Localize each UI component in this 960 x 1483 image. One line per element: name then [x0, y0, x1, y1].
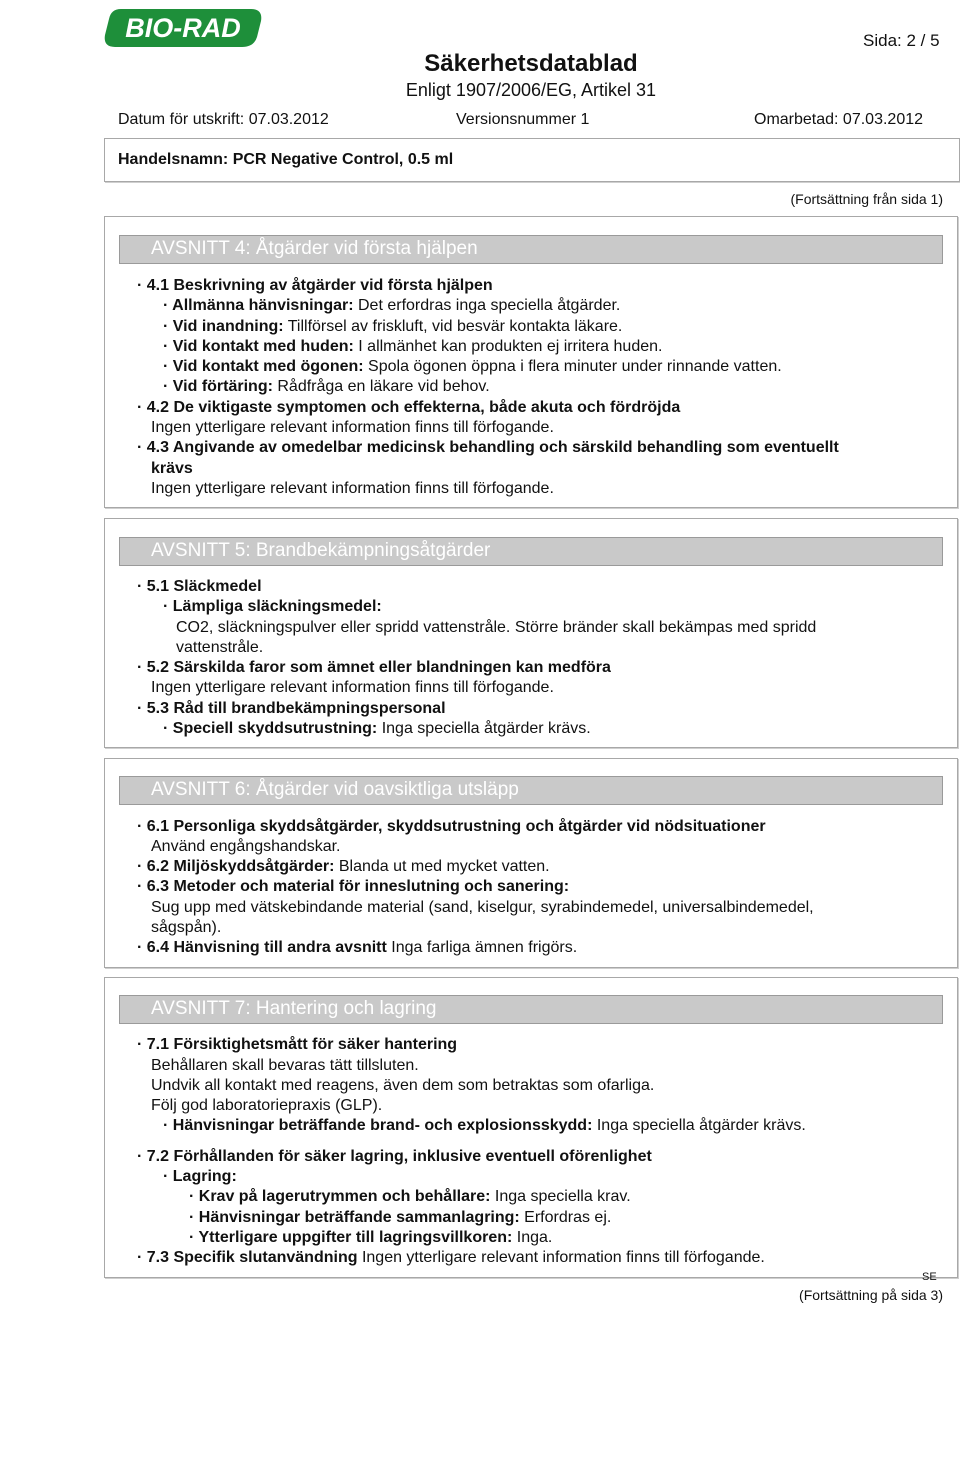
s7-conditions-label: · Ytterligare uppgifter till lagringsvillkoren: [189, 1229, 513, 1246]
s7-7-1-text-1: Behållaren skall bevaras tätt tillsluten. [151, 1057, 419, 1074]
section-5 [104, 518, 958, 748]
section-4 [104, 216, 958, 508]
s5-equipment-text: Inga speciella åtgärder krävs. [377, 720, 591, 737]
s6-6-3-text-cont: sågspån). [151, 919, 222, 936]
s4-heading-4-3: · 4.3 Angivande av omedelbar medicinsk behandling och särskild behandling som eventuellt [137, 439, 839, 456]
s5-heading-5-2: · 5.2 Särskilda faror som ämnet eller blandningen kan medföra [137, 659, 611, 676]
s5-suitable-label: · Lämpliga släckningsmedel: [163, 598, 382, 615]
s7-7-1-text-2: Undvik all kontakt med reagens, även dem som betraktas som ofarliga. [151, 1077, 655, 1094]
s6-heading-6-3: · 6.3 Metoder och material för inneslutning och sanering: [137, 878, 570, 895]
section-7-header [119, 995, 943, 1024]
trade-name: Handelsnamn: PCR Negative Control, 0.5 ml [118, 151, 454, 168]
s6-heading-6-4: · 6.4 Hänvisning till andra avsnitt [137, 939, 387, 956]
page-number: Sida: 2 / 5 [863, 31, 940, 50]
s7-costorage-label: · Hänvisningar beträffande sammanlagring: [189, 1209, 520, 1226]
s6-6-3-text: Sug upp med vätskebindande material (sand, kiselgur, syrabindemedel, universalbindemedel, [151, 899, 814, 916]
s7-fire-text: Inga speciella åtgärder krävs. [592, 1117, 806, 1134]
s7-storeroom-label: · Krav på lagerutrymmen och behållare: [189, 1188, 491, 1205]
s4-ingestion-label: · Vid förtäring: [163, 378, 273, 395]
continued-from-note: (Fortsättning från sida 1) [790, 191, 943, 207]
s4-4-3-text: Ingen ytterligare relevant information finns till förfogande. [151, 480, 554, 497]
section-7-title: AVSNITT 7: Hantering och lagring [151, 998, 437, 1019]
s4-heading-4-1: · 4.1 Beskrivning av åtgärder vid första hjälpen [137, 277, 493, 294]
s5-suitable-text: CO2, släckningspulver eller spridd vattenstråle. Större bränder skall bekämpas med spridd [176, 619, 817, 636]
section-4-header [119, 235, 943, 264]
s4-heading-4-3-cont: krävs [151, 460, 193, 477]
section-6 [104, 758, 958, 968]
revised-date: Omarbetad: 07.03.2012 [754, 111, 924, 128]
s5-heading-5-1: · 5.1 Släckmedel [137, 578, 262, 595]
document-subtitle: Enligt 1907/2006/EG, Artikel 31 [405, 80, 657, 100]
s4-ingestion-text: Rådfråga en läkare vid behov. [272, 378, 490, 395]
s4-skin-label: · Vid kontakt med huden: [163, 338, 354, 355]
continued-to-note: (Fortsättning på sida 3) [799, 1287, 943, 1303]
s4-4-2-text: Ingen ytterligare relevant information finns till förfogande. [151, 419, 554, 436]
s7-heading-7-1: · 7.1 Försiktighetsmått för säker hantering [137, 1036, 458, 1053]
s6-heading-6-1: · 6.1 Personliga skyddsåtgärder, skyddsutrustning och åtgärder vid nödsituationer [137, 818, 766, 835]
s6-heading-6-2: · 6.2 Miljöskyddsåtgärder: [137, 858, 335, 875]
section-5-header [119, 537, 943, 566]
s7-storeroom-text: Inga speciella krav. [490, 1188, 631, 1205]
s5-suitable-text-cont: vattenstråle. [176, 639, 264, 656]
print-date: Datum för utskrift: 07.03.2012 [118, 111, 329, 128]
s7-heading-7-2: · 7.2 Förhållanden för säker lagring, inklusive eventuell oförenlighet [137, 1148, 652, 1165]
version-number: Versionsnummer 1 [456, 111, 590, 128]
s4-general-text: Det erfordras inga speciella åtgärder. [353, 297, 621, 314]
s4-eye-text: Spola ögonen öppna i flera minuter under rinnande vatten. [363, 358, 782, 375]
language-code: SE [922, 1271, 937, 1283]
section-6-header [119, 776, 943, 805]
section-6-title: AVSNITT 6: Åtgärder vid oavsiktliga utsläpp [151, 779, 519, 800]
s4-heading-4-2: · 4.2 De viktigaste symptomen och effekterna, både akuta och fördröjda [137, 399, 681, 416]
section-5-title: AVSNITT 5: Brandbekämpningsåtgärder [151, 540, 491, 561]
s4-skin-text: I allmänhet kan produkten ej irritera huden. [353, 338, 663, 355]
s4-inhalation-text: Tillförsel av friskluft, vid besvär kontakta läkare. [283, 318, 623, 335]
s7-7-3-text: Ingen ytterligare relevant information finns till förfogande. [357, 1249, 765, 1266]
s6-6-4-text: Inga farliga ämnen frigörs. [386, 939, 578, 956]
s7-conditions-text: Inga. [512, 1229, 553, 1246]
s7-fire-label: · Hänvisningar beträffande brand- och explosionsskydd: [163, 1117, 593, 1134]
s4-general-label: · Allmänna hänvisningar: [163, 297, 354, 314]
s6-6-2-text: Blanda ut med mycket vatten. [334, 858, 550, 875]
s5-equipment-label: · Speciell skyddsutrustning: [163, 720, 378, 737]
section-4-title: AVSNITT 4: Åtgärder vid första hjälpen [151, 238, 478, 259]
s7-heading-7-3: · 7.3 Specifik slutanvändning [137, 1249, 358, 1266]
section-7 [104, 977, 958, 1278]
s7-7-1-text-3: Följ god laboratoriepraxis (GLP). [151, 1097, 383, 1114]
svg-text:BIO-RAD: BIO-RAD [125, 13, 241, 43]
s5-5-2-text: Ingen ytterligare relevant information finns till förfogande. [151, 679, 554, 696]
s5-heading-5-3: · 5.3 Råd till brandbekämpningspersonal [137, 700, 446, 717]
s7-storage-label: · Lagring: [163, 1168, 237, 1185]
s6-6-1-text: Använd engångshandskar. [151, 838, 341, 855]
s4-eye-label: · Vid kontakt med ögonen: [163, 358, 364, 375]
bio-rad-logo [101, 5, 265, 49]
s4-inhalation-label: · Vid inandning: [163, 318, 284, 335]
document-title: Säkerhetsdatablad [424, 50, 638, 77]
s7-costorage-text: Erfordras ej. [519, 1209, 612, 1226]
